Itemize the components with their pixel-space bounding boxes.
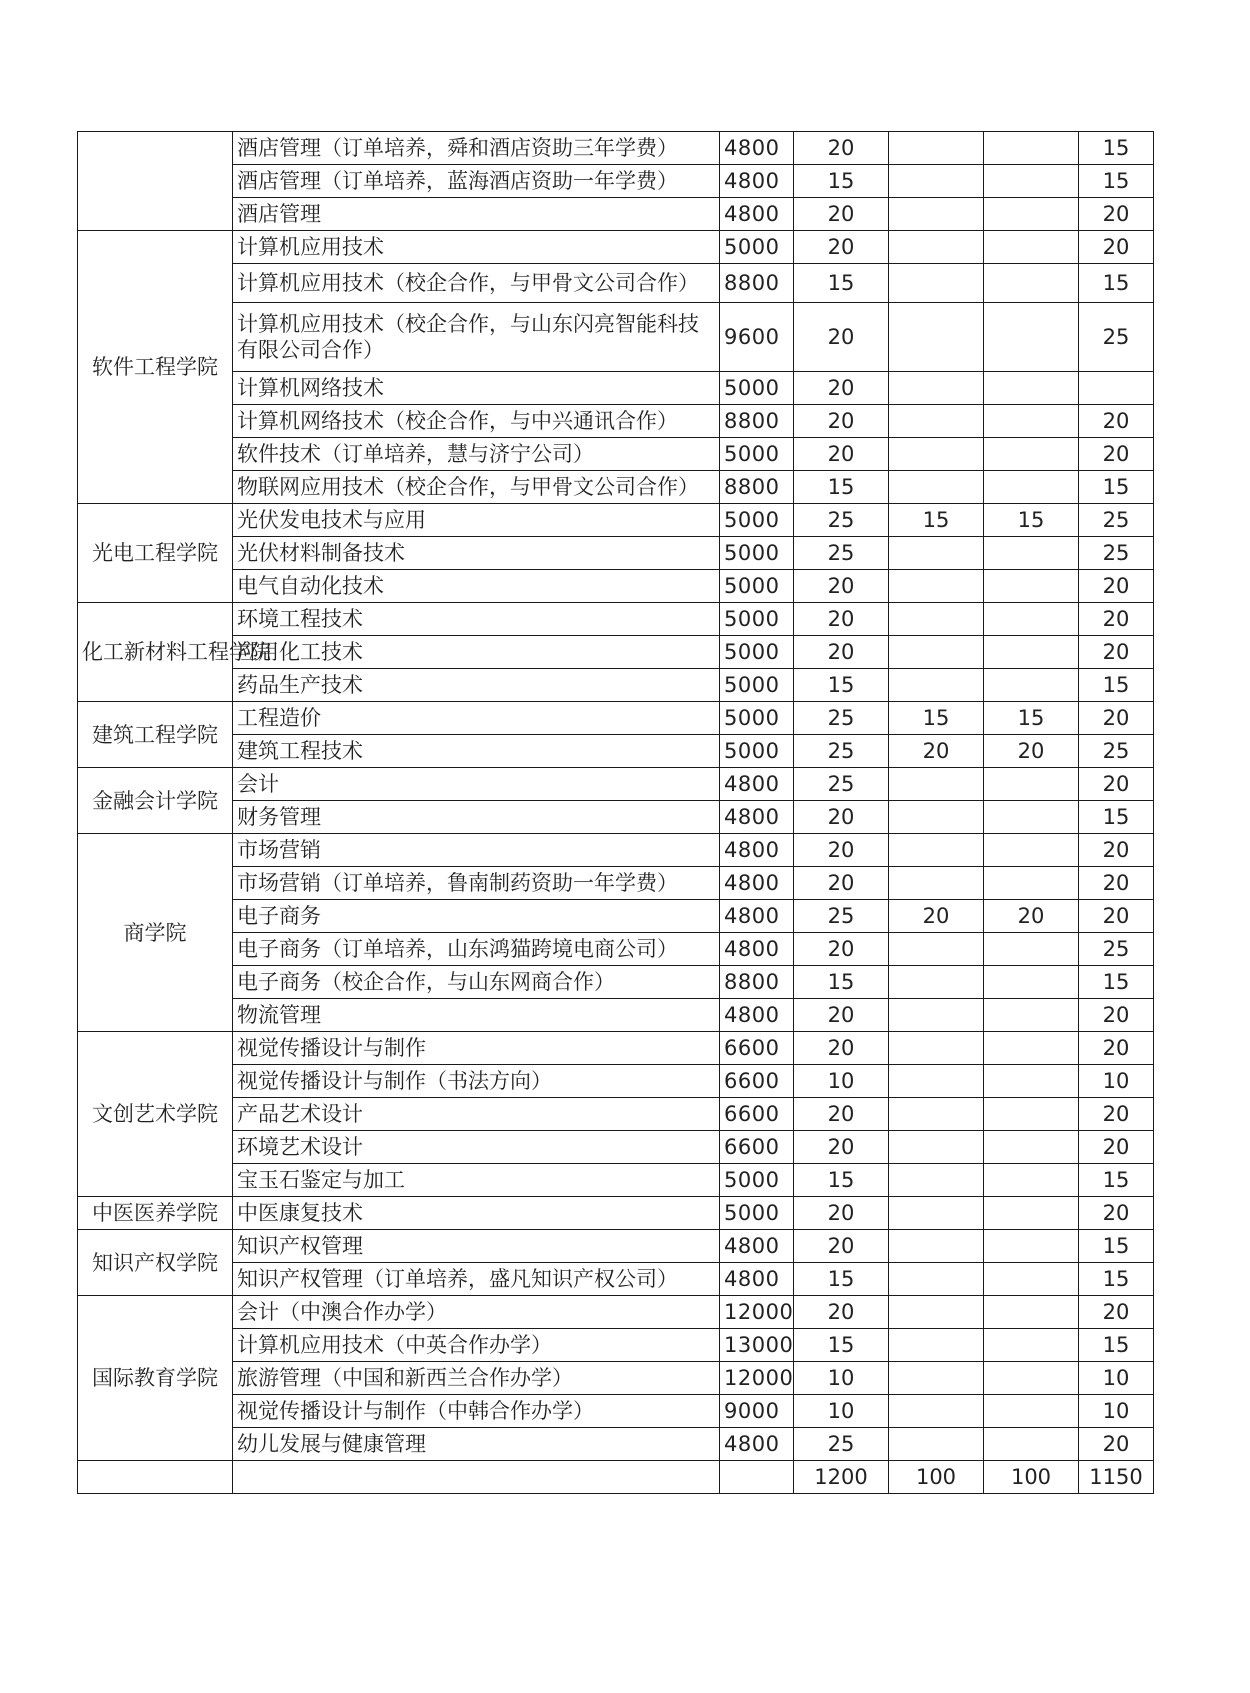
quota-col-3-cell (984, 303, 1079, 372)
quota-col-4-cell: 25 (1079, 735, 1154, 768)
quota-col-3-cell (984, 1164, 1079, 1197)
quota-col-4-cell: 25 (1079, 504, 1154, 537)
empty-college-cell (78, 1461, 233, 1494)
empty-major-cell (233, 1461, 720, 1494)
total-quota-col-1: 1200 (794, 1461, 889, 1494)
quota-col-1-cell: 20 (794, 1296, 889, 1329)
quota-col-1-cell: 15 (794, 966, 889, 999)
tuition-fee-cell: 4800 (720, 1263, 794, 1296)
major-cell: 产品艺术设计 (233, 1098, 720, 1131)
quota-col-3-cell (984, 1362, 1079, 1395)
table-row (78, 1428, 1154, 1461)
quota-col-2-cell (889, 1395, 984, 1428)
quota-col-4-cell: 10 (1079, 1362, 1154, 1395)
major-cell: 电子商务（订单培养，山东鸿猫跨境电商公司） (233, 933, 720, 966)
quota-col-4-cell: 20 (1079, 867, 1154, 900)
quota-col-4-cell: 20 (1079, 900, 1154, 933)
quota-col-1-cell: 15 (794, 264, 889, 303)
quota-col-3-cell (984, 834, 1079, 867)
quota-col-1-cell: 20 (794, 867, 889, 900)
major-cell: 酒店管理（订单培养，舜和酒店资助三年学费） (233, 132, 720, 165)
quota-col-4-cell: 15 (1079, 132, 1154, 165)
quota-col-2-cell (889, 801, 984, 834)
quota-col-4-cell: 15 (1079, 1164, 1154, 1197)
tuition-fee-cell: 5000 (720, 504, 794, 537)
tuition-fee-cell: 4800 (720, 1230, 794, 1263)
table-row (78, 198, 1154, 231)
quota-col-4-cell: 20 (1079, 198, 1154, 231)
table-row (78, 768, 1154, 801)
major-cell: 市场营销 (233, 834, 720, 867)
quota-col-1-cell: 20 (794, 1098, 889, 1131)
quota-col-3-cell (984, 999, 1079, 1032)
table-row (78, 933, 1154, 966)
quota-col-3-cell (984, 405, 1079, 438)
quota-col-2-cell (889, 405, 984, 438)
table-row (78, 603, 1154, 636)
tuition-fee-cell: 5000 (720, 570, 794, 603)
quota-col-2-cell (889, 132, 984, 165)
major-cell: 酒店管理（订单培养，蓝海酒店资助一年学费） (233, 165, 720, 198)
quota-col-3-cell (984, 165, 1079, 198)
quota-col-3-cell (984, 801, 1079, 834)
quota-col-2-cell (889, 372, 984, 405)
major-cell: 光伏材料制备技术 (233, 537, 720, 570)
quota-col-3-cell: 20 (984, 735, 1079, 768)
quota-col-2-cell (889, 1362, 984, 1395)
quota-col-1-cell: 25 (794, 702, 889, 735)
tuition-fee-cell: 13000 (720, 1329, 794, 1362)
quota-col-1-cell: 10 (794, 1362, 889, 1395)
college-cell: 知识产权学院 (78, 1230, 233, 1296)
quota-col-3-cell (984, 1230, 1079, 1263)
quota-col-1-cell: 25 (794, 735, 889, 768)
quota-col-3-cell (984, 570, 1079, 603)
quota-col-1-cell: 20 (794, 1032, 889, 1065)
quota-col-3-cell (984, 231, 1079, 264)
tuition-fee-cell: 6600 (720, 1032, 794, 1065)
quota-col-4-cell: 15 (1079, 669, 1154, 702)
quota-col-1-cell: 20 (794, 231, 889, 264)
quota-col-2-cell (889, 1428, 984, 1461)
tuition-fee-cell: 4800 (720, 132, 794, 165)
quota-col-1-cell: 25 (794, 504, 889, 537)
tuition-fee-cell: 6600 (720, 1065, 794, 1098)
quota-col-1-cell: 20 (794, 801, 889, 834)
quota-col-3-cell (984, 1065, 1079, 1098)
quota-col-1-cell: 20 (794, 834, 889, 867)
major-cell: 视觉传播设计与制作（书法方向） (233, 1065, 720, 1098)
tuition-fee-cell: 5000 (720, 438, 794, 471)
college-cell: 中医医养学院 (78, 1197, 233, 1230)
table-body (78, 132, 1154, 1494)
tuition-fee-cell: 5000 (720, 231, 794, 264)
quota-col-4-cell: 25 (1079, 537, 1154, 570)
table-row (78, 264, 1154, 303)
quota-col-1-cell: 15 (794, 1263, 889, 1296)
tuition-fee-cell: 12000 (720, 1362, 794, 1395)
quota-col-2-cell (889, 1329, 984, 1362)
quota-col-1-cell: 20 (794, 303, 889, 372)
quota-col-2-cell (889, 303, 984, 372)
totals-row (78, 1461, 1154, 1494)
quota-col-4-cell: 20 (1079, 570, 1154, 603)
tuition-fee-cell: 5000 (720, 669, 794, 702)
tuition-fee-cell: 4800 (720, 900, 794, 933)
major-cell: 电子商务（校企合作，与山东网商合作） (233, 966, 720, 999)
tuition-fee-cell: 5000 (720, 636, 794, 669)
quota-col-2-cell (889, 1098, 984, 1131)
quota-col-1-cell: 20 (794, 999, 889, 1032)
tuition-fee-cell: 5000 (720, 735, 794, 768)
table-row (78, 231, 1154, 264)
quota-col-4-cell: 20 (1079, 702, 1154, 735)
table-row (78, 570, 1154, 603)
quota-col-2-cell (889, 264, 984, 303)
quota-col-4-cell: 15 (1079, 264, 1154, 303)
major-cell: 计算机应用技术（校企合作，与山东闪亮智能科技有限公司合作） (233, 303, 720, 372)
quota-col-4-cell: 20 (1079, 1428, 1154, 1461)
quota-col-3-cell (984, 1197, 1079, 1230)
tuition-fee-cell: 8800 (720, 264, 794, 303)
quota-col-4-cell: 20 (1079, 636, 1154, 669)
tuition-fee-cell: 5000 (720, 1164, 794, 1197)
quota-col-4-cell: 20 (1079, 834, 1154, 867)
tuition-fee-cell: 4800 (720, 165, 794, 198)
major-cell: 旅游管理（中国和新西兰合作办学） (233, 1362, 720, 1395)
college-cell: 软件工程学院 (78, 231, 233, 504)
college-cell: 建筑工程学院 (78, 702, 233, 768)
quota-col-2-cell (889, 1296, 984, 1329)
quota-col-1-cell: 15 (794, 1329, 889, 1362)
quota-col-2-cell (889, 1131, 984, 1164)
quota-col-2-cell (889, 636, 984, 669)
college-cell (78, 132, 233, 231)
major-cell: 视觉传播设计与制作（中韩合作办学） (233, 1395, 720, 1428)
tuition-fee-cell: 4800 (720, 198, 794, 231)
quota-col-1-cell: 20 (794, 1131, 889, 1164)
quota-col-1-cell: 10 (794, 1065, 889, 1098)
table-row (78, 438, 1154, 471)
major-cell: 建筑工程技术 (233, 735, 720, 768)
table-row (78, 1230, 1154, 1263)
tuition-fee-cell: 9000 (720, 1395, 794, 1428)
table-row (78, 372, 1154, 405)
quota-col-1-cell: 20 (794, 198, 889, 231)
quota-col-3-cell (984, 1329, 1079, 1362)
quota-col-4-cell: 20 (1079, 438, 1154, 471)
major-cell: 环境工程技术 (233, 603, 720, 636)
major-cell: 财务管理 (233, 801, 720, 834)
tuition-fee-cell: 9600 (720, 303, 794, 372)
quota-col-3-cell (984, 438, 1079, 471)
quota-col-3-cell (984, 132, 1079, 165)
quota-col-2-cell (889, 198, 984, 231)
tuition-fee-cell: 4800 (720, 1428, 794, 1461)
table-row (78, 999, 1154, 1032)
quota-col-3-cell (984, 198, 1079, 231)
tuition-fee-cell: 8800 (720, 405, 794, 438)
quota-col-4-cell: 20 (1079, 1131, 1154, 1164)
quota-col-1-cell: 25 (794, 768, 889, 801)
quota-col-1-cell: 25 (794, 537, 889, 570)
quota-col-1-cell: 20 (794, 1197, 889, 1230)
quota-col-3-cell (984, 471, 1079, 504)
quota-col-4-cell: 15 (1079, 165, 1154, 198)
tuition-fee-cell: 4800 (720, 834, 794, 867)
quota-col-4-cell: 15 (1079, 1329, 1154, 1362)
quota-col-2-cell (889, 231, 984, 264)
quota-col-1-cell: 20 (794, 372, 889, 405)
quota-col-4-cell: 15 (1079, 966, 1154, 999)
table-row (78, 636, 1154, 669)
quota-col-2-cell (889, 471, 984, 504)
tuition-fee-cell: 4800 (720, 999, 794, 1032)
quota-col-1-cell: 15 (794, 1164, 889, 1197)
quota-col-2-cell (889, 1065, 984, 1098)
table-row (78, 1131, 1154, 1164)
tuition-fee-cell: 12000 (720, 1296, 794, 1329)
major-cell: 应用化工技术 (233, 636, 720, 669)
quota-col-1-cell: 20 (794, 1230, 889, 1263)
college-cell: 文创艺术学院 (78, 1032, 233, 1197)
quota-col-2-cell: 20 (889, 900, 984, 933)
major-cell: 会计 (233, 768, 720, 801)
quota-col-4-cell: 10 (1079, 1065, 1154, 1098)
major-cell: 会计（中澳合作办学） (233, 1296, 720, 1329)
quota-col-4-cell: 20 (1079, 999, 1154, 1032)
major-cell: 电子商务 (233, 900, 720, 933)
major-cell: 计算机应用技术（中英合作办学） (233, 1329, 720, 1362)
quota-col-2-cell (889, 1164, 984, 1197)
tuition-fee-cell: 4800 (720, 933, 794, 966)
major-cell: 物流管理 (233, 999, 720, 1032)
empty-tuition-fee-cell (720, 1461, 794, 1494)
major-cell: 宝玉石鉴定与加工 (233, 1164, 720, 1197)
quota-col-3-cell (984, 933, 1079, 966)
quota-col-3-cell (984, 636, 1079, 669)
quota-col-2-cell: 15 (889, 702, 984, 735)
major-cell: 药品生产技术 (233, 669, 720, 702)
college-cell: 国际教育学院 (78, 1296, 233, 1461)
table-row (78, 966, 1154, 999)
major-cell: 知识产权管理（订单培养，盛凡知识产权公司） (233, 1263, 720, 1296)
quota-col-2-cell: 20 (889, 735, 984, 768)
major-cell: 计算机网络技术（校企合作，与中兴通讯合作） (233, 405, 720, 438)
tuition-fee-cell: 5000 (720, 702, 794, 735)
major-cell: 计算机网络技术 (233, 372, 720, 405)
quota-col-1-cell: 25 (794, 900, 889, 933)
quota-col-4-cell: 20 (1079, 603, 1154, 636)
total-quota-col-2: 100 (889, 1461, 984, 1494)
college-cell: 化工新材料工程学院 (78, 603, 233, 702)
enrollment-plan-table (77, 131, 1154, 1494)
major-cell: 光伏发电技术与应用 (233, 504, 720, 537)
major-cell: 幼儿发展与健康管理 (233, 1428, 720, 1461)
table-row (78, 132, 1154, 165)
table-row (78, 165, 1154, 198)
table-row (78, 1395, 1154, 1428)
tuition-fee-cell: 4800 (720, 867, 794, 900)
quota-col-4-cell: 25 (1079, 303, 1154, 372)
tuition-fee-cell: 5000 (720, 603, 794, 636)
major-cell: 知识产权管理 (233, 1230, 720, 1263)
quota-col-4-cell: 10 (1079, 1395, 1154, 1428)
table-row (78, 1032, 1154, 1065)
table-row (78, 537, 1154, 570)
quota-col-1-cell: 20 (794, 438, 889, 471)
quota-col-1-cell: 10 (794, 1395, 889, 1428)
major-cell: 视觉传播设计与制作 (233, 1032, 720, 1065)
quota-col-3-cell (984, 1395, 1079, 1428)
college-cell: 商学院 (78, 834, 233, 1032)
quota-col-3-cell (984, 372, 1079, 405)
table-row (78, 834, 1154, 867)
quota-col-1-cell: 20 (794, 636, 889, 669)
quota-col-3-cell (984, 264, 1079, 303)
quota-col-1-cell: 20 (794, 570, 889, 603)
quota-col-4-cell: 20 (1079, 1197, 1154, 1230)
quota-col-1-cell: 15 (794, 669, 889, 702)
tuition-fee-cell: 8800 (720, 471, 794, 504)
college-cell: 金融会计学院 (78, 768, 233, 834)
major-cell: 电气自动化技术 (233, 570, 720, 603)
tuition-fee-cell: 4800 (720, 801, 794, 834)
tuition-fee-cell: 5000 (720, 1197, 794, 1230)
quota-col-2-cell (889, 1197, 984, 1230)
table-row (78, 900, 1154, 933)
table-row (78, 867, 1154, 900)
quota-col-3-cell (984, 966, 1079, 999)
quota-col-3-cell: 20 (984, 900, 1079, 933)
quota-col-1-cell: 15 (794, 471, 889, 504)
quota-col-4-cell: 20 (1079, 1296, 1154, 1329)
total-quota-col-4: 1150 (1079, 1461, 1154, 1494)
quota-col-3-cell (984, 768, 1079, 801)
quota-col-2-cell (889, 603, 984, 636)
table-row (78, 1098, 1154, 1131)
table-row (78, 1329, 1154, 1362)
major-cell: 物联网应用技术（校企合作，与甲骨文公司合作） (233, 471, 720, 504)
quota-col-2-cell (889, 1263, 984, 1296)
table-row (78, 1164, 1154, 1197)
quota-col-2-cell (889, 438, 984, 471)
quota-col-2-cell (889, 1032, 984, 1065)
major-cell: 计算机应用技术 (233, 231, 720, 264)
tuition-fee-cell: 4800 (720, 768, 794, 801)
table-row (78, 504, 1154, 537)
quota-col-1-cell: 20 (794, 405, 889, 438)
quota-col-1-cell: 20 (794, 933, 889, 966)
quota-col-4-cell: 20 (1079, 768, 1154, 801)
quota-col-2-cell (889, 999, 984, 1032)
total-quota-col-3: 100 (984, 1461, 1079, 1494)
quota-col-1-cell: 15 (794, 165, 889, 198)
table-row (78, 1197, 1154, 1230)
table-row (78, 303, 1154, 372)
quota-col-4-cell: 15 (1079, 1230, 1154, 1263)
quota-col-2-cell (889, 966, 984, 999)
quota-col-2-cell: 15 (889, 504, 984, 537)
quota-col-3-cell (984, 669, 1079, 702)
quota-col-2-cell (889, 933, 984, 966)
quota-col-3-cell (984, 1428, 1079, 1461)
quota-col-1-cell: 20 (794, 603, 889, 636)
tuition-fee-cell: 6600 (720, 1131, 794, 1164)
quota-col-2-cell (889, 1230, 984, 1263)
tuition-fee-cell: 6600 (720, 1098, 794, 1131)
college-cell: 光电工程学院 (78, 504, 233, 603)
quota-col-1-cell: 20 (794, 132, 889, 165)
quota-col-3-cell (984, 537, 1079, 570)
major-cell: 计算机应用技术（校企合作，与甲骨文公司合作） (233, 264, 720, 303)
quota-col-4-cell: 15 (1079, 471, 1154, 504)
quota-col-2-cell (889, 867, 984, 900)
quota-col-4-cell: 15 (1079, 801, 1154, 834)
tuition-fee-cell: 5000 (720, 372, 794, 405)
major-cell: 工程造价 (233, 702, 720, 735)
major-cell: 酒店管理 (233, 198, 720, 231)
quota-col-3-cell (984, 1296, 1079, 1329)
quota-col-2-cell (889, 834, 984, 867)
quota-col-2-cell (889, 165, 984, 198)
quota-col-3-cell: 15 (984, 504, 1079, 537)
quota-col-2-cell (889, 570, 984, 603)
table-row (78, 1065, 1154, 1098)
table-row (78, 1263, 1154, 1296)
quota-col-4-cell: 20 (1079, 1032, 1154, 1065)
quota-col-4-cell: 25 (1079, 933, 1154, 966)
tuition-fee-cell: 5000 (720, 537, 794, 570)
major-cell: 软件技术（订单培养，慧与济宁公司） (233, 438, 720, 471)
major-cell: 市场营销（订单培养，鲁南制药资助一年学费） (233, 867, 720, 900)
quota-col-2-cell (889, 669, 984, 702)
tuition-fee-cell: 8800 (720, 966, 794, 999)
table-row (78, 1296, 1154, 1329)
quota-col-2-cell (889, 768, 984, 801)
quota-col-3-cell (984, 1131, 1079, 1164)
major-cell: 环境艺术设计 (233, 1131, 720, 1164)
quota-col-3-cell: 15 (984, 702, 1079, 735)
quota-col-3-cell (984, 1032, 1079, 1065)
table-row (78, 1362, 1154, 1395)
quota-col-4-cell: 15 (1079, 1263, 1154, 1296)
table-row (78, 735, 1154, 768)
quota-col-2-cell (889, 537, 984, 570)
table-row (78, 471, 1154, 504)
major-cell: 中医康复技术 (233, 1197, 720, 1230)
table-row (78, 669, 1154, 702)
quota-col-3-cell (984, 603, 1079, 636)
quota-col-1-cell: 25 (794, 1428, 889, 1461)
quota-col-3-cell (984, 867, 1079, 900)
quota-col-3-cell (984, 1263, 1079, 1296)
quota-col-3-cell (984, 1098, 1079, 1131)
quota-col-4-cell: 20 (1079, 231, 1154, 264)
quota-col-4-cell: 20 (1079, 405, 1154, 438)
table-row (78, 801, 1154, 834)
quota-col-4-cell (1079, 372, 1154, 405)
table-row (78, 405, 1154, 438)
quota-col-4-cell: 20 (1079, 1098, 1154, 1131)
table-row (78, 702, 1154, 735)
